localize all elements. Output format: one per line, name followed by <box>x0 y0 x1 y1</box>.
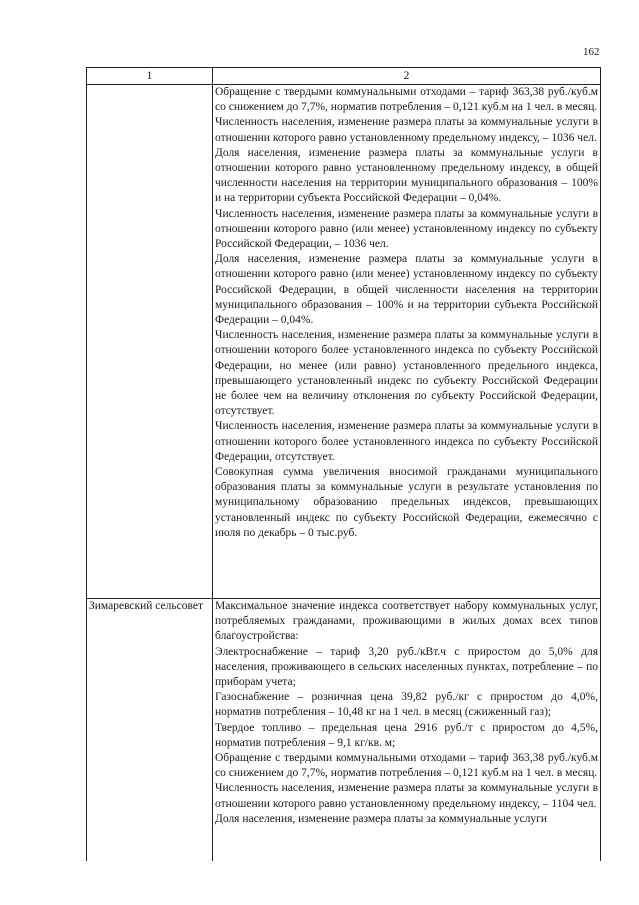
column-header-2: 2 <box>213 68 601 85</box>
municipality-cell: Зимаревский сельсовет <box>87 599 213 862</box>
paragraph-waste-tariff: Обращение с твердыми коммунальными отходами – тариф 363,38 руб./куб.м со снижением до 7,7%, норматив потребления – 0,121 куб.м на 1 чел. в месяц. <box>215 86 598 114</box>
paragraph-share-start: Доля населения, изменение размера платы за коммунальные услуги <box>215 812 548 825</box>
description-cell <box>213 599 601 862</box>
paragraph-gas: Газоснабжение – розничная цена 39,82 руб./кг с приростом до 4,0%, норматив потребления – 10,48 кг на 1 чел. в месяц (сжиженный газ); <box>215 691 598 719</box>
paragraph-waste-tariff: Обращение с твердыми коммунальными отходами – тариф 363,38 руб./куб.м со снижением до 7,7%, норматив потребления – 0,121 куб.м на 1 чел. в месяц. <box>215 752 598 780</box>
paragraph-population-equal-limit: Численность населения, изменение размера платы за коммунальные услуги в отношении которого равно установленному предельному индексу, – 1104 чел. <box>215 782 598 810</box>
paragraph-electricity: Электроснабжение – тариф 3,20 руб./кВт.ч с приростом до 5,0% для населения, проживающего в сельских населенных пунктах, потребление – по приборам учета; <box>215 645 598 689</box>
municipality-cell <box>87 85 213 599</box>
paragraph-population-above-within-deviation: Численность населения, изменение размера платы за коммунальные услуги в отношении которого более установленного индекса по субъекту Российской Федерации, но менее (или равно) установленного предельного индекса, превышающего установленный индекс по субъекту Российской Федерации не более чем на величину отклонения по субъекту Российской Федерации, отсутствует. <box>215 329 598 418</box>
column-header-1: 1 <box>87 68 213 85</box>
paragraph-solid-fuel: Твердое топливо – предельная цена 2916 руб./т с приростом до 4,5%, норматив потребления – 9,1 кг/кв. м; <box>215 721 598 749</box>
table-header-row <box>87 68 601 85</box>
paragraph-population-above-index: Численность населения, изменение размера платы за коммунальные услуги в отношении которого более установленного индекса по субъекту Российской Федерации, отсутствует. <box>215 420 598 463</box>
paragraph-population-equal-limit: Численность населения, изменение размера платы за коммунальные услуги в отношении которого равно установленному предельному индексу, – 1036 чел. <box>215 116 598 144</box>
paragraph-share-equal-limit: Доля населения, изменение размера платы за коммунальные услуги в отношении которого равно установленному предельному индексу, в общей численности населения на территории муниципального образования – 100% и на территории субъекта Российской Федерации – 0,04%. <box>215 146 598 205</box>
paragraph-population-equal-or-less: Численность населения, изменение размера платы за коммунальные услуги в отношении которого равно (или менее) установленному индексу по субъекту Российской Федерации, – 1036 чел. <box>215 207 598 251</box>
table-row <box>87 599 601 862</box>
paragraph-share-equal-or-less: Доля населения, изменение размера платы за коммунальные услуги в отношении которого равно (или менее) установленному индексу по субъекту Российской Федерации, в общей численности населения на территории муниципального образования – 100% и на территории субъекта Российской Федерации – 0,04%. <box>215 253 598 327</box>
paragraph-max-index: Максимальное значение индекса соответствует набору коммунальных услуг, потребляемых гражданами, проживающими в жилых домах всех типов благоустройства: <box>215 600 598 643</box>
page-number: 162 <box>583 46 600 58</box>
description-cell <box>213 85 601 599</box>
paragraph-total-increase: Совокупная сумма увеличения вносимой гражданами муниципального образования платы за коммунальные услуги в результате установления по муниципальному образованию предельных индексов, превышающих установленный индекс по субъекту Российской Федерации, ежемесячно с июля по декабрь – 0 тыс.руб. <box>215 466 598 539</box>
table-row <box>87 85 601 599</box>
municipal-index-table <box>86 67 601 861</box>
